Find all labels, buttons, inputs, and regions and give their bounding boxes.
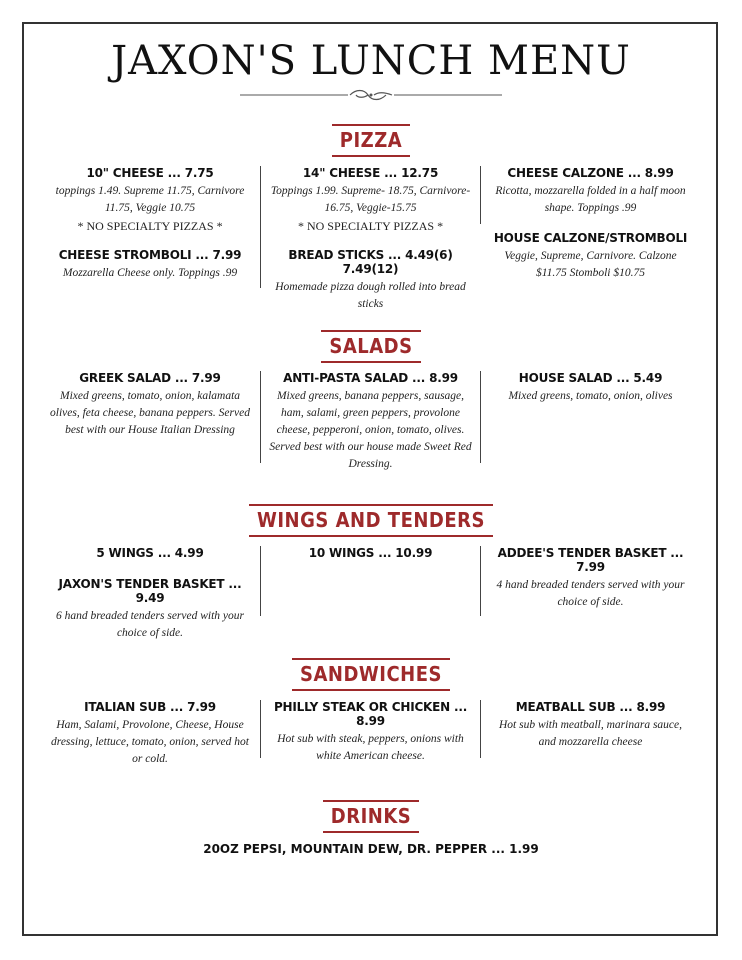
menu-item-description: Mozzarella Cheese only. Toppings .99 [62,267,238,279]
sandwiches-col-3 [480,700,700,758]
menu-item-name: HOUSE SALAD ... 5.49 [518,371,663,385]
menu-title: JAXON'S LUNCH MENU [111,38,631,84]
menu-item-name: 14" CHEESE ... 12.75 [302,166,439,180]
menu-item-note: * NO SPECIALTY PIZZAS * [297,219,444,233]
menu-item-description: Mixed greens, tomato, onion, olives [508,390,673,402]
menu-item-name: MEATBALL SUB ... 8.99 [515,700,666,714]
wings-col-1 [40,546,260,642]
menu-item-name: HOUSE CALZONE/STROMBOLI [493,231,688,245]
section-heading-sandwiches: SANDWICHES [0,658,742,691]
sandwiches-row [40,700,702,768]
sandwiches-col-1 [40,700,260,768]
menu-item-description: Mixed greens, tomato, onion, kalamata olives, feta cheese, banana peppers. Served best with our House Italian Dressing [50,390,250,436]
menu-item-name: 10 WINGS ... 10.99 [308,546,433,560]
menu-item-description: 4 hand breaded tenders served with your choice of side. [496,579,685,608]
menu-item-description: Ricotta, mozzarella folded in a half moon shape. Toppings .99 [495,185,686,214]
section-heading-drinks: DRINKS [0,800,742,833]
pizza-col-2 [260,166,480,310]
menu-item-name: ADDEE'S TENDER BASKET ... 7.99 [497,546,684,574]
menu-item-description: toppings 1.49. Supreme 11.75, Carnivore 11.75, Veggie 10.75 [55,185,245,214]
salads-row [40,371,702,470]
menu-item-description: Hot sub with meatball, marinara sauce, and mozzarella cheese [498,719,683,748]
salads-col-1 [40,371,260,463]
menu-item-name: ANTI-PASTA SALAD ... 8.99 [283,371,458,385]
menu-item-name: JAXON'S TENDER BASKET ... 9.49 [58,577,242,605]
menu-item-description: 6 hand breaded tenders served with your choice of side. [55,610,244,639]
menu-item-name: GREEK SALAD ... 7.99 [79,371,221,385]
salads-col-2 [260,371,480,470]
wings-row [40,546,702,642]
menu-border [22,22,718,936]
menu-item-name: CHEESE STROMBOLI ... 7.99 [58,248,242,262]
menu-item-description: Veggie, Supreme, Carnivore. Calzone $11.75 Stomboli $10.75 [504,250,677,279]
pizza-row [40,166,702,310]
title-flourish-ornament [240,88,502,102]
menu-item-description: Ham, Salami, Provolone, Cheese, House dressing, lettuce, tomato, onion, served hot or cold. [51,719,249,765]
drinks-item: 20OZ PEPSI, MOUNTAIN DEW, DR. PEPPER ... 1.99 [203,842,539,856]
menu-item-description: Hot sub with steak, peppers, onions with white American cheese. [277,733,464,762]
menu-item-name: CHEESE CALZONE ... 8.99 [507,166,674,180]
menu-item-name: PHILLY STEAK OR CHICKEN ... 8.99 [273,700,468,728]
menu-item-description: Mixed greens, banana peppers, sausage, ham, salami, green peppers, provolone cheese, pepperoni, onion, tomato, olives. Served best with our house made Sweet Red Dressing. [269,390,472,470]
sandwiches-col-2 [260,700,480,762]
pizza-col-1 [40,166,260,288]
salads-col-3 [480,371,700,463]
wings-col-2 [260,546,480,616]
section-heading-pizza: PIZZA [0,124,742,157]
menu-item-name: ITALIAN SUB ... 7.99 [84,700,216,714]
section-heading-salads: SALADS [0,330,742,363]
menu-item-description: Homemade pizza dough rolled into bread sticks [275,281,466,310]
menu-item-description: Toppings 1.99. Supreme- 18.75, Carnivore- 16.75, Veggie-15.75 [270,185,471,214]
menu-item-note: * NO SPECIALTY PIZZAS * [77,219,223,233]
menu-item-name: BREAD STICKS ... 4.49(6) 7.49(12) [288,248,453,276]
menu-item-name: 10" CHEESE ... 7.75 [86,166,214,180]
pizza-col-3 [480,166,700,279]
menu-item-name: 5 WINGS ... 4.99 [96,546,204,560]
section-heading-wings-and-tenders: WINGS AND TENDERS [0,504,742,537]
wings-col-3 [480,546,700,616]
